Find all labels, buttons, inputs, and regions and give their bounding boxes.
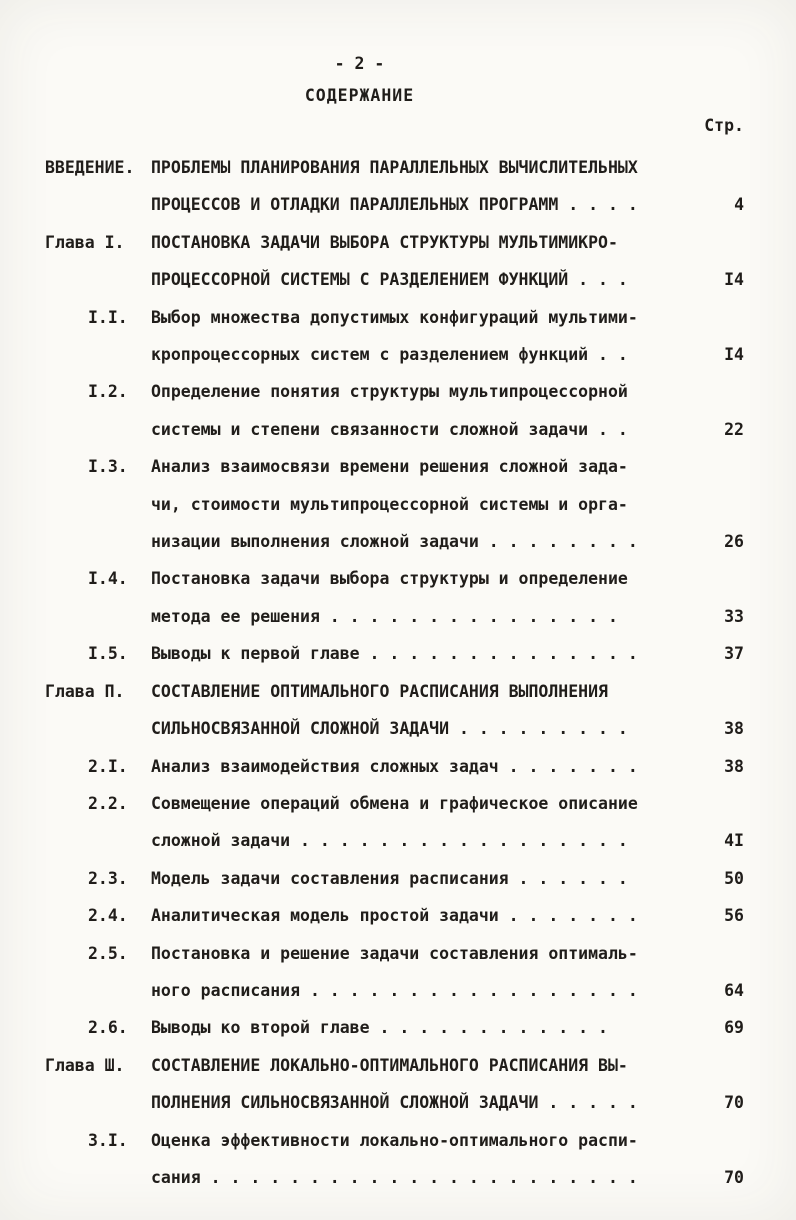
toc-entry-page: I4 xyxy=(724,270,744,290)
toc-entry-page: 64 xyxy=(724,980,744,1000)
toc-entry-label: 2.I. xyxy=(88,756,128,776)
toc-entry-page: 70 xyxy=(724,1167,744,1187)
toc-entry-label: I.3. xyxy=(88,457,128,477)
toc-entry-text xyxy=(151,785,686,860)
toc-entry-text xyxy=(151,1122,686,1197)
toc-entry-page: 56 xyxy=(724,906,744,926)
toc-entry xyxy=(45,1009,744,1046)
toc-entry-line: Оценка эффективности локально-оптимального распи- xyxy=(151,1130,638,1150)
toc-entry-text xyxy=(151,149,686,224)
toc-entry xyxy=(45,897,744,934)
toc-entry-line: Выбор множества допустимых конфигураций мультими- xyxy=(151,307,638,327)
toc-entry xyxy=(45,1122,744,1197)
toc-entry-line: системы и степени связанности сложной задачи . . xyxy=(151,419,628,439)
toc-entry-text xyxy=(151,860,686,897)
toc-entry xyxy=(45,673,744,748)
toc-entry-line: кропроцессорных систем с разделением функций . . xyxy=(151,345,628,365)
toc-entry-line: Анализ взаимодействия сложных задач . . . . . . . xyxy=(151,756,638,776)
toc-entry-line: Модель задачи составления расписания . . . . . . xyxy=(151,868,628,888)
toc-entry-page: 38 xyxy=(724,719,744,739)
toc-entry-page: 69 xyxy=(724,1018,744,1038)
page-header xyxy=(45,54,744,106)
page-number-header: - 2 - xyxy=(334,54,385,73)
toc-entry-page: 38 xyxy=(724,756,744,776)
toc-entry xyxy=(45,935,744,1010)
toc-entry-line: Совмещение операций обмена и графическое описание xyxy=(151,793,638,813)
toc-entry-line: ПРОЦЕССОРНОЙ СИСТЕМЫ С РАЗДЕЛЕНИЕМ ФУНКЦИЙ . . . xyxy=(151,270,628,290)
toc-entry-line: СОСТАВЛЕНИЕ ОПТИМАЛЬНОГО РАСПИСАНИЯ ВЫПОЛНЕНИЯ xyxy=(151,681,608,701)
toc-entry-label: 2.2. xyxy=(88,793,128,813)
toc-entry-text xyxy=(151,673,686,748)
toc-entry-line: чи, стоимости мультипроцессорной системы и орга- xyxy=(151,494,628,514)
toc-entry-line: ПРОЦЕССОВ И ОТЛАДКИ ПАРАЛЛЕЛЬНЫХ ПРОГРАММ . . . . xyxy=(151,195,638,215)
toc-entry-line: Определение понятия структуры мультипроцессорной xyxy=(151,382,628,402)
toc-entry-line: Выводы к первой главе . . . . . . . . . . . . . . xyxy=(151,644,638,664)
toc-entry-page: 50 xyxy=(724,868,744,888)
toc-entry-label: Глава I. xyxy=(45,232,125,252)
toc-entry-label: 3.I. xyxy=(88,1130,128,1150)
toc-entry-label: I.I. xyxy=(88,307,128,327)
toc-entry-label: 2.4. xyxy=(88,906,128,926)
toc-entry-text xyxy=(151,897,686,934)
toc-entry-line: сложной задачи . . . . . . . . . . . . . . . . . xyxy=(151,831,628,851)
toc-entry xyxy=(45,448,744,560)
toc-entry xyxy=(45,373,744,448)
toc-entry-label: 2.6. xyxy=(88,1018,128,1038)
toc-entry-line: Анализ взаимосвязи времени решения сложной зада- xyxy=(151,457,628,477)
toc-entry-line: СИЛЬНОСВЯЗАННОЙ СЛОЖНОЙ ЗАДАЧИ . . . . . . . . . xyxy=(151,719,628,739)
toc-entry-text xyxy=(151,224,686,299)
toc-entry-label: Глава П. xyxy=(45,681,125,701)
toc-entry-label: 2.5. xyxy=(88,943,128,963)
toc-entry-text xyxy=(151,635,686,672)
toc-entry-line: Выводы ко второй главе . . . . . . . . . . . . xyxy=(151,1018,608,1038)
toc-entry-page: 70 xyxy=(724,1093,744,1113)
toc-entry-line: Аналитическая модель простой задачи . . . . . . . xyxy=(151,906,638,926)
toc-entry-page: 4I xyxy=(724,831,744,851)
toc-entry-text xyxy=(151,1009,686,1046)
toc-entry-label: 2.3. xyxy=(88,868,128,888)
toc-entry-text xyxy=(151,748,686,785)
toc-entry xyxy=(45,635,744,672)
toc-entry xyxy=(45,748,744,785)
toc-entry-line: ПОСТАНОВКА ЗАДАЧИ ВЫБОРА СТРУКТУРЫ МУЛЬТИМИКРО- xyxy=(151,232,618,252)
toc-entry-label: I.5. xyxy=(88,644,128,664)
toc-entry-line: ПРОБЛЕМЫ ПЛАНИРОВАНИЯ ПАРАЛЛЕЛЬНЫХ ВЫЧИСЛИТЕЛЬНЫХ xyxy=(151,158,638,177)
toc-entry-line: низации выполнения сложной задачи . . . . . . . . xyxy=(151,532,638,552)
toc-entry-line: СОСТАВЛЕНИЕ ЛОКАЛЬНО-ОПТИМАЛЬНОГО РАСПИСАНИЯ ВЫ- xyxy=(151,1055,628,1075)
toc-entry-text xyxy=(151,448,686,560)
toc-entry-text xyxy=(151,1047,686,1122)
toc-entry-text xyxy=(151,935,686,1010)
toc-entry-label: I.2. xyxy=(88,382,128,402)
toc-entry-line: сания . . . . . . . . . . . . . . . . . . . . . . xyxy=(151,1167,638,1187)
toc-entry-text xyxy=(151,560,686,635)
page-column-header: Стр. xyxy=(704,116,744,135)
toc-entry-line: Постановка и решение задачи составления оптималь- xyxy=(151,943,638,963)
toc-entry-page: 26 xyxy=(724,532,744,552)
toc-entry-page: I4 xyxy=(724,345,744,365)
page-title: СОДЕРЖАНИЕ xyxy=(304,86,415,105)
toc-entry xyxy=(45,299,744,374)
toc-entry-label: ВВЕДЕНИЕ. xyxy=(45,158,135,177)
toc-entry xyxy=(45,224,744,299)
toc-entry-line: ПОЛНЕНИЯ СИЛЬНОСВЯЗАННОЙ СЛОЖНОЙ ЗАДАЧИ . . . . . xyxy=(151,1093,638,1113)
toc-entry-label: Глава Ш. xyxy=(45,1055,125,1075)
toc-entry xyxy=(45,560,744,635)
toc-entry-line: метода ее решения . . . . . . . . . . . . . . . xyxy=(151,606,618,626)
toc-entry-page: 37 xyxy=(724,644,744,664)
toc-entry-line: Постановка задачи выбора структуры и определение xyxy=(151,569,628,589)
toc-entry-text xyxy=(151,373,686,448)
toc-entry-page: 22 xyxy=(724,419,744,439)
table-of-contents xyxy=(45,149,744,1196)
toc-entry-page: 33 xyxy=(724,606,744,626)
toc-entry-text xyxy=(151,299,686,374)
toc-entry xyxy=(45,1047,744,1122)
toc-entry-label: I.4. xyxy=(88,569,128,589)
toc-entry xyxy=(45,785,744,860)
toc-entry-page: 4 xyxy=(734,195,744,215)
toc-entry xyxy=(45,149,744,224)
toc-entry-line: ного расписания . . . . . . . . . . . . . . . . . xyxy=(151,980,638,1000)
toc-entry xyxy=(45,860,744,897)
